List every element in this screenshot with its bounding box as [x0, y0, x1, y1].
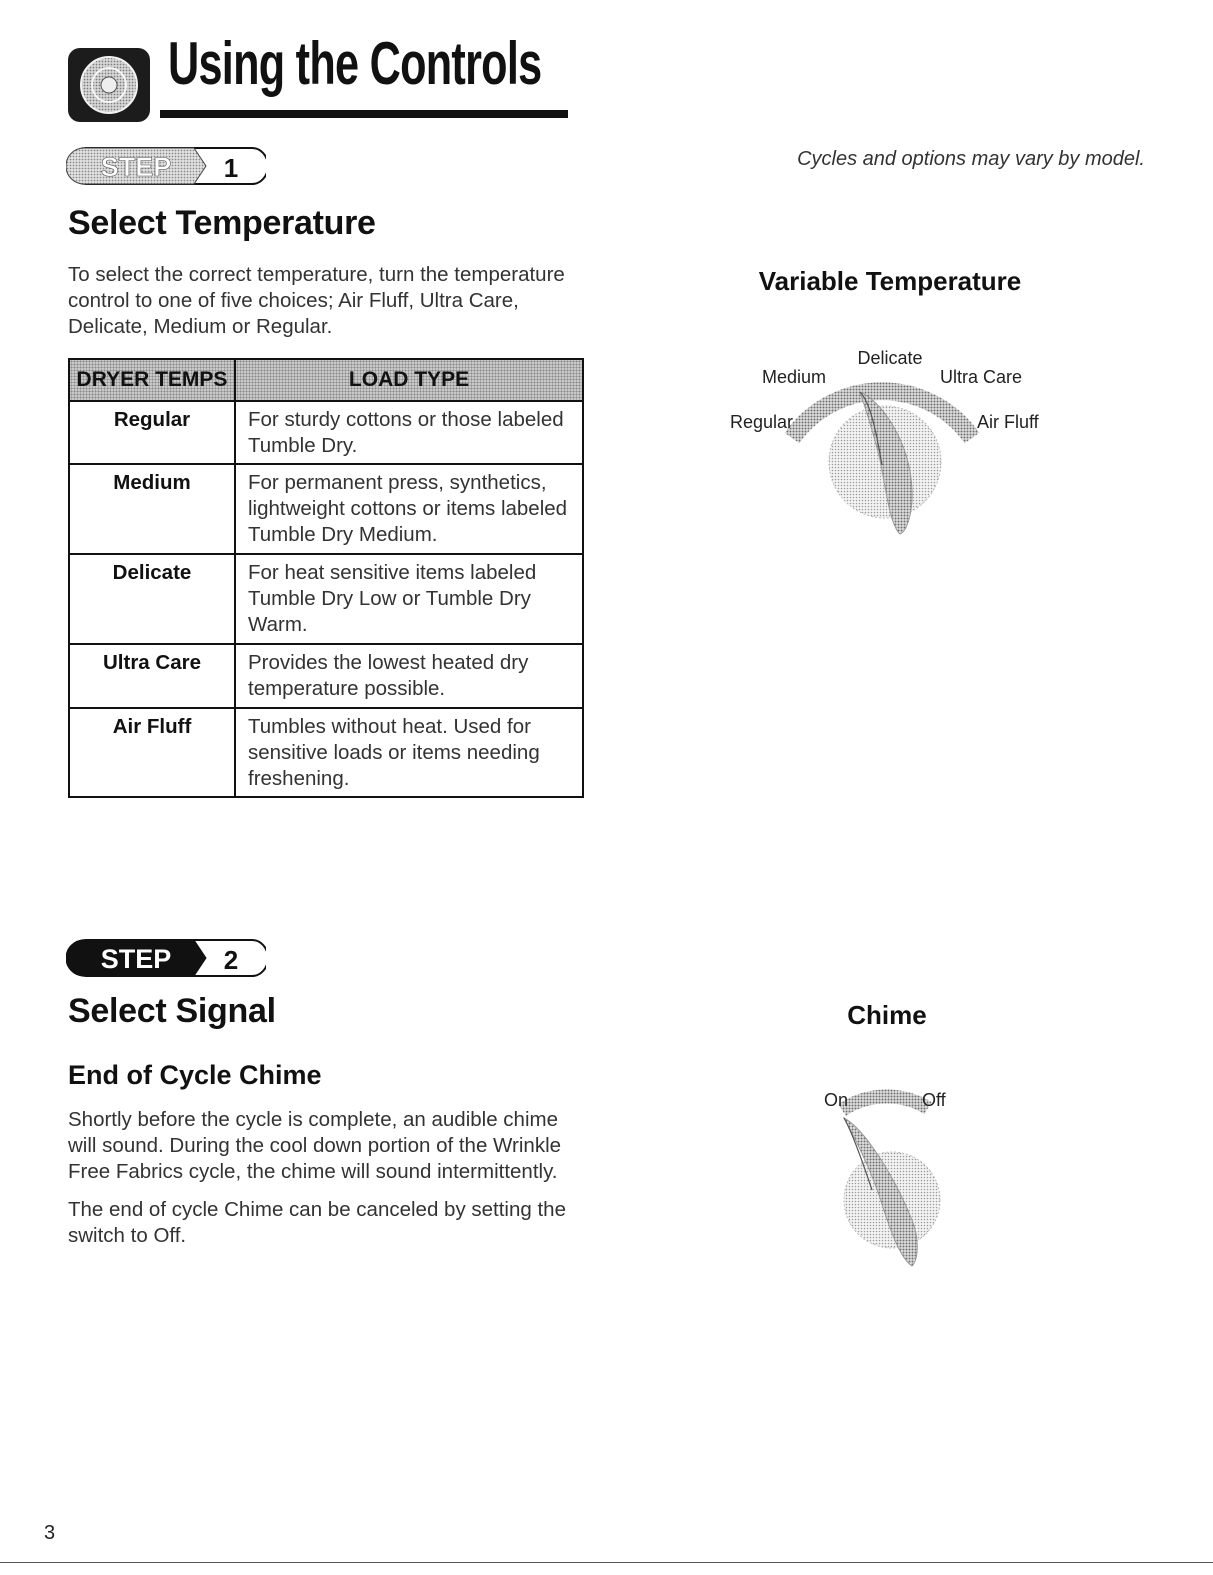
- table-header-row: [69, 359, 583, 401]
- table-row: [69, 644, 583, 708]
- temperature-dial-diagram: [720, 340, 1060, 540]
- load-description: For heat sensitive items labeled Tumble Dry Low or Tumble Dry Warm.: [235, 554, 583, 644]
- table-row: [69, 708, 583, 797]
- select-signal-heading: Select Signal: [68, 992, 276, 1030]
- label-ultra-care: Ultra Care: [940, 367, 1023, 387]
- temp-name: Medium: [69, 464, 235, 554]
- step-1-badge: [66, 146, 266, 186]
- step-2-number: 2: [223, 945, 239, 975]
- controls-dial-icon: [68, 48, 150, 122]
- label-regular: Regular: [730, 412, 794, 432]
- label-on: On: [824, 1090, 849, 1110]
- temperature-intro: To select the correct temperature, turn the temperature control to one of five choices; Air Fluff, Ultra Care, Delicate, Medium or Regular.: [68, 263, 565, 338]
- dryer-temps-table: [68, 358, 584, 798]
- label-air-fluff: Air Fluff: [977, 412, 1039, 432]
- label-medium: Medium: [762, 367, 827, 387]
- footer-divider: [0, 1562, 1213, 1563]
- model-note: Cycles and options may vary by model.: [797, 148, 1145, 170]
- chime-switch-diagram: [800, 1080, 980, 1270]
- temp-name: Ultra Care: [69, 644, 235, 708]
- temp-name: Regular: [69, 401, 235, 464]
- step-2-badge: [66, 938, 266, 978]
- header-dryer-temps: DRYER TEMPS: [69, 359, 235, 401]
- table-row: [69, 554, 583, 644]
- header-load-type: LOAD TYPE: [235, 359, 583, 401]
- variable-temperature-title: Variable Temperature: [758, 266, 1022, 296]
- load-description: Tumbles without heat. Used for sensitive loads or items needing freshening.: [235, 708, 583, 797]
- label-delicate: Delicate: [857, 348, 923, 368]
- step-2-word: STEP: [100, 944, 172, 974]
- step-1-word: STEP: [100, 152, 172, 182]
- table-row: [69, 401, 583, 464]
- title-underline: [160, 110, 568, 118]
- chime-title: Chime: [847, 1000, 927, 1030]
- load-description: Provides the lowest heated dry temperature possible.: [235, 644, 583, 708]
- chime-description: Shortly before the cycle is complete, an audible chime will sound. During the cool down portion of the Wrinkle Free Fabrics cycle, the chime will sound intermittently.: [68, 1108, 562, 1183]
- load-description: For permanent press, synthetics, lightweight cottons or items labeled Tumble Dry Medium.: [235, 464, 583, 554]
- page-number: 3: [44, 1522, 56, 1544]
- label-off: Off: [922, 1090, 946, 1110]
- select-temperature-heading: Select Temperature: [68, 204, 376, 242]
- temp-name: Air Fluff: [69, 708, 235, 797]
- end-of-cycle-chime-heading: End of Cycle Chime: [68, 1060, 322, 1090]
- chime-cancel-description: The end of cycle Chime can be canceled by setting the switch to Off.: [68, 1198, 566, 1247]
- step-1-number: 1: [223, 153, 239, 183]
- table-row: [69, 464, 583, 554]
- load-description: For sturdy cottons or those labeled Tumble Dry.: [235, 401, 583, 464]
- page-title: Using the Controls: [168, 30, 542, 97]
- temp-name: Delicate: [69, 554, 235, 644]
